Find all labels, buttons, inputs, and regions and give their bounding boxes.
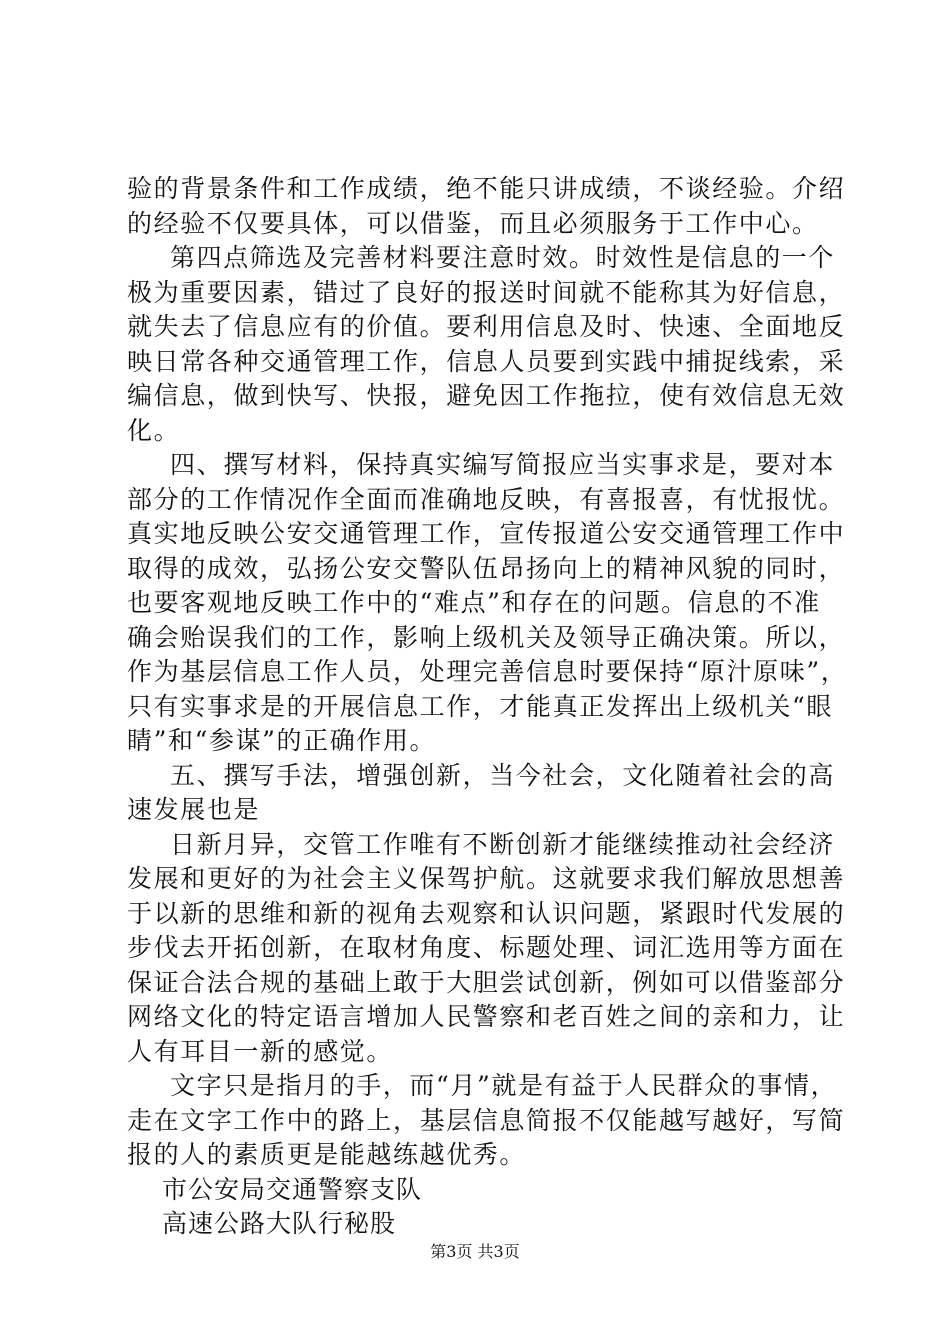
text-line: 步伐去开拓创新，在取材角度、标题处理、词汇选用等方面在 bbox=[127, 933, 846, 962]
text-line: 五、撰写手法，增强创新，当今社会，文化随着社会的高 bbox=[170, 761, 836, 790]
text-line: 发展和更好的为社会主义保驾护航。这就要求我们解放思想善 bbox=[127, 864, 846, 893]
text-line: 文字只是指月的手，而“月”就是有益于人民群众的事情， bbox=[170, 1071, 838, 1100]
text-line: 真实地反映公安交通管理工作，宣传报道公安交通管理工作中 bbox=[127, 519, 846, 548]
text-line: 速发展也是 bbox=[127, 795, 261, 824]
text-line: 确会贻误我们的工作，影响上级机关及领导正确决策。所以， bbox=[127, 623, 846, 652]
text-line: 第四点筛选及完善材料要注意时效。时效性是信息的一个 bbox=[170, 243, 836, 272]
text-line: 保证合法合规的基础上敢于大胆尝试创新，例如可以借鉴部分 bbox=[127, 968, 846, 997]
text-line: 编信息，做到快写、快报，避免因工作拖拉，使有效信息无效 bbox=[127, 381, 846, 410]
text-line: 报的人的素质更是能越练越优秀。 bbox=[127, 1140, 527, 1169]
signature-line: 高速公路大队行秘股 bbox=[162, 1209, 397, 1238]
text-line: 走在文字工作中的路上，基层信息简报不仅能越写越好，写简 bbox=[127, 1106, 846, 1135]
text-line: 也要客观地反映工作中的“难点”和存在的问题。信息的不准 bbox=[127, 588, 821, 617]
text-line: 就失去了信息应有的价值。要利用信息及时、快速、全面地反 bbox=[127, 312, 846, 341]
text-line: 取得的成效，弘扬公安交警队伍昂扬向上的精神风貌的同时， bbox=[127, 554, 846, 583]
text-line: 映日常各种交通管理工作，信息人员要到实践中捕捉线索，采 bbox=[127, 347, 846, 376]
page-number-footer: 第3页 共3页 bbox=[430, 1242, 520, 1261]
text-line: 作为基层信息工作人员，处理完善信息时要保持“原汁原味”， bbox=[127, 657, 848, 686]
text-line: 只有实事求是的开展信息工作，才能真正发挥出上级机关“眼 bbox=[127, 692, 833, 721]
text-line: 化。 bbox=[127, 416, 181, 445]
signature-line: 市公安局交通警察支队 bbox=[162, 1175, 423, 1204]
text-line: 网络文化的特定语言增加人民警察和老百姓之间的亲和力，让 bbox=[127, 1002, 846, 1031]
text-line: 部分的工作情况作全面而准确地反映，有喜报喜，有忧报忧。 bbox=[127, 485, 846, 514]
text-line: 极为重要因素，错过了良好的报送时间就不能称其为好信息， bbox=[127, 278, 846, 307]
text-line: 于以新的思维和新的视角去观察和认识问题，紧跟时代发展的 bbox=[127, 899, 846, 928]
text-line: 人有耳目一新的感觉。 bbox=[127, 1037, 394, 1066]
text-line: 日新月异，交管工作唯有不断创新才能继续推动社会经济 bbox=[170, 830, 836, 859]
text-line: 四、撰写材料，保持真实编写简报应当实事求是，要对本 bbox=[170, 450, 836, 479]
text-line: 睛”和“参谋”的正确作用。 bbox=[127, 726, 437, 755]
text-line: 验的背景条件和工作成绩，绝不能只讲成绩，不谈经验。介绍 bbox=[127, 174, 846, 203]
text-line: 的经验不仅要具体，可以借鉴，而且必须服务于工作中心。 bbox=[127, 209, 819, 238]
